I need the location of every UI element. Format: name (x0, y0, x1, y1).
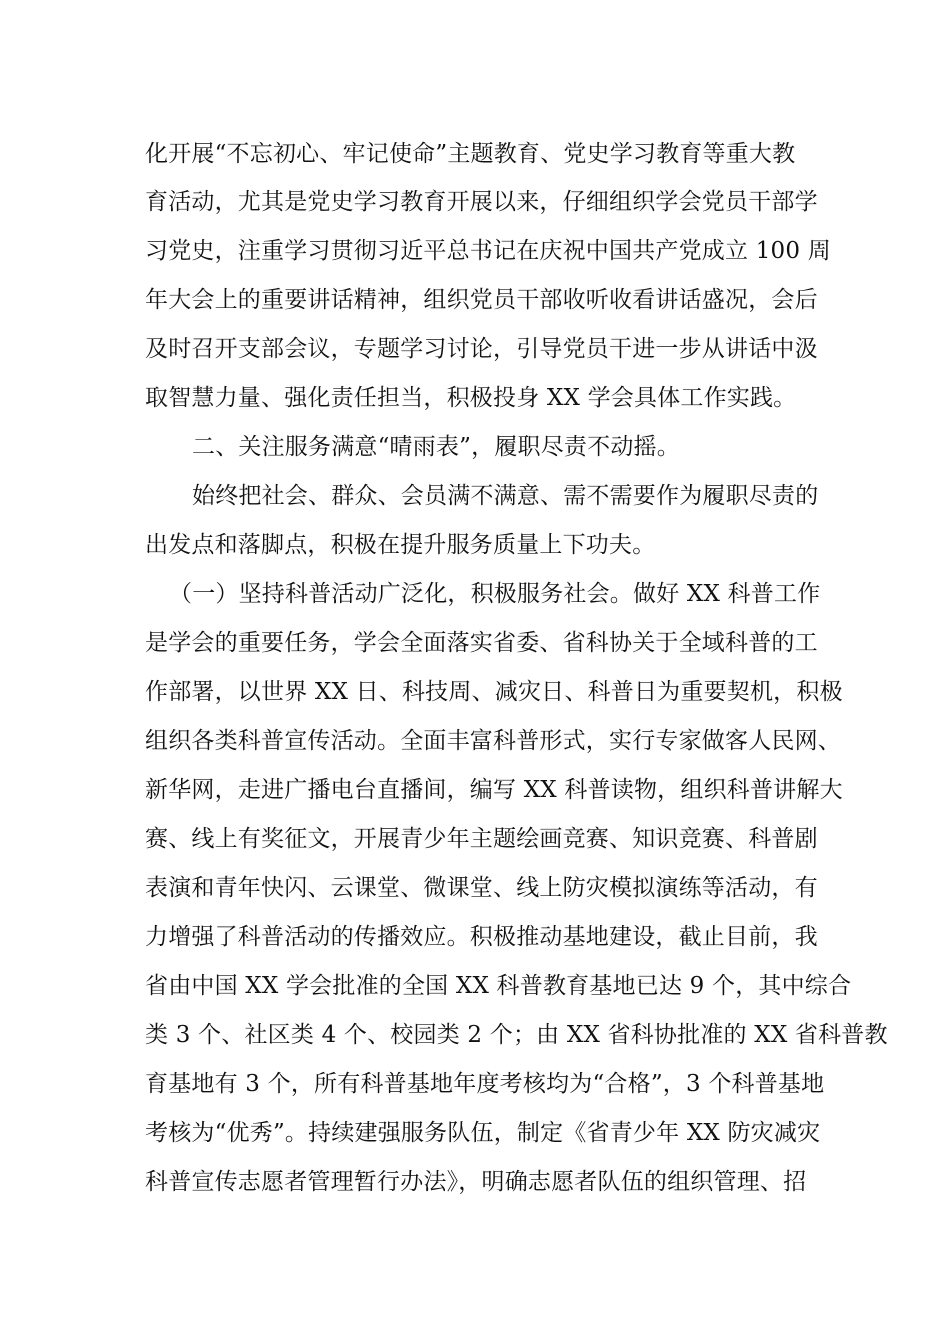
text-line: 省由中国 XX 学会批准的全国 XX 科普教育基地已达 9 个，其中综合 (145, 973, 852, 999)
text-line: 是学会的重要任务，学会全面落实省委、省科协关于全域科普的工 (145, 630, 818, 656)
text-line: 育基地有 3 个，所有科普基地年度考核均为“合格”，3 个科普基地 (145, 1071, 825, 1097)
text-line: 习党史，注重学习贯彻习近平总书记在庆祝中国共产党成立 100 周 (145, 238, 831, 264)
subsection-heading: （一）坚持科普活动广泛化，积极服务社会。做好 XX 科普工作 (169, 581, 821, 607)
text-line: 年大会上的重要讲话精神，组织党员干部收听收看讲话盛况，会后 (145, 287, 818, 313)
text-line: 作部署，以世界 XX 日、科技周、减灾日、科普日为重要契机，积极 (145, 679, 843, 705)
text-line: 类 3 个、社区类 4 个、校园类 2 个；由 XX 省科协批准的 XX 省科普教 (145, 1022, 888, 1048)
text-line: 始终把社会、群众、会员满不满意、需不需要作为履职尽责的 (192, 483, 819, 509)
text-line: 取智慧力量、强化责任担当，积极投身 XX 学会具体工作实践。 (145, 385, 797, 411)
text-line: 组织各类科普宣传活动。全面丰富科普形式，实行专家做客人民网、 (145, 728, 841, 754)
text-line: 出发点和落脚点，积极在提升服务质量上下功夫。 (145, 532, 656, 558)
text-line: 考核为“优秀”。持续建强服务队伍，制定《省青少年 XX 防灾减灾 (145, 1120, 821, 1146)
text-line: 表演和青年快闪、云课堂、微课堂、线上防灾模拟演练等活动，有 (145, 875, 818, 901)
text-line: 力增强了科普活动的传播效应。积极推动基地建设，截止目前，我 (145, 924, 818, 950)
text-line: 及时召开支部会议，专题学习讨论，引导党员干进一步从讲话中汲 (145, 336, 818, 362)
text-line: 科普宣传志愿者管理暂行办法》，明确志愿者队伍的组织管理、招 (145, 1169, 807, 1195)
text-line: 新华网，走进广播电台直播间，编写 XX 科普读物，组织科普讲解大 (145, 777, 843, 803)
text-line: 赛、线上有奖征文，开展青少年主题绘画竞赛、知识竞赛、科普剧 (145, 826, 818, 852)
text-line: 育活动，尤其是党史学习教育开展以来，仔细组织学会党员干部学 (145, 189, 818, 215)
section-heading: 二、关注服务满意“晴雨表”，履职尽责不动摇。 (192, 434, 680, 460)
text-line: 化开展“不忘初心、牢记使命”主题教育、党史学习教育等重大教 (145, 141, 796, 167)
